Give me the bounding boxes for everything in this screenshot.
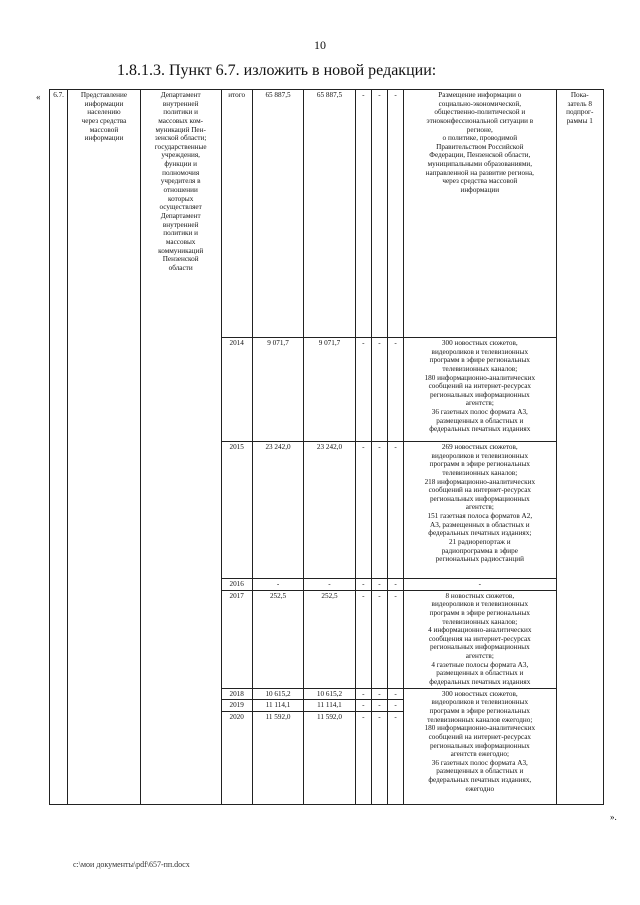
dash-cell: -: [355, 579, 371, 591]
dash-cell: -: [371, 442, 387, 579]
measure-name: Представление информации населению через средства массовой информации: [68, 90, 141, 805]
year-cell: 2016: [221, 579, 252, 591]
year-cell: 2014: [221, 338, 252, 442]
total-cell: 11 592,0: [252, 711, 303, 804]
regional-cell: -: [304, 579, 355, 591]
regional-cell: 65 887,5: [304, 90, 355, 338]
indicator: Пока- затель 8 подпрог- раммы 1: [556, 90, 604, 805]
result-cell: 300 новостных сюжетов, видеороликов и телевизионных программ в эфире региональных телевизионных каналов; 180 информационно-аналитических сообщений на интернет-ресурсах региональных информационных агентств; 36 газетных полос формата А3, размещенных в областных и федеральных печатных изданиях: [404, 338, 556, 442]
dash-cell: -: [387, 711, 403, 804]
year-cell: 2017: [221, 590, 252, 688]
dash-cell: -: [371, 579, 387, 591]
dash-cell: -: [387, 338, 403, 442]
total-cell: 9 071,7: [252, 338, 303, 442]
table-row: [50, 90, 604, 338]
dash-cell: -: [371, 711, 387, 804]
total-cell: -: [252, 579, 303, 591]
regional-cell: 11 592,0: [304, 711, 355, 804]
dash-cell: -: [387, 90, 403, 338]
dash-cell: -: [355, 700, 371, 712]
year-cell: итого: [221, 90, 252, 338]
result-cell: 269 новостных сюжетов, видеороликов и телевизионных программ в эфире региональных телевизионных каналов; 218 информационно-аналитических сообщений на интернет-ресурсах региональных информационных агентств; 151 газетная полоса форматов А2, А3, размещенных в областных и федеральных печатных изданиях; 21 радиорепортаж и радиопрограмма в эфире региональных радиостанций: [404, 442, 556, 579]
measures-table: [49, 89, 604, 805]
regional-cell: 9 071,7: [304, 338, 355, 442]
result-cell-2018-2020: 300 новостных сюжетов, видеороликов и телевизионных программ в эфире региональных телевизионных каналов ежегодно; 180 информационно-аналитических сообщений на интернет-ресурсах региональных информационных агентств ежегодно; 36 газетных полос формата А3, размещенных в областных и федеральных печатных изданиях, ежегодно: [404, 688, 556, 804]
dash-cell: -: [371, 338, 387, 442]
dash-cell: -: [387, 442, 403, 579]
closing-quote: ».: [610, 812, 617, 822]
regional-cell: 252,5: [304, 590, 355, 688]
total-cell: 10 615,2: [252, 688, 303, 700]
regional-cell: 23 242,0: [304, 442, 355, 579]
result-cell: -: [404, 579, 556, 591]
dash-cell: -: [371, 688, 387, 700]
dash-cell: -: [355, 338, 371, 442]
dash-cell: -: [355, 90, 371, 338]
result-cell: 8 новостных сюжетов, видеороликов и телевизионных программ в эфире региональных телевизионных каналов; 4 информационно-аналитических сообщения на интернет-ресурсах региональных информационных агентств; 4 газетные полосы формата А3, размещенных в областных и федеральных печатных изданиях: [404, 590, 556, 688]
dash-cell: -: [371, 700, 387, 712]
dash-cell: -: [387, 579, 403, 591]
year-cell: 2019: [221, 700, 252, 712]
dash-cell: -: [387, 700, 403, 712]
dash-cell: -: [371, 590, 387, 688]
dash-cell: -: [355, 442, 371, 579]
row-number: 6.7.: [50, 90, 68, 805]
dash-cell: -: [387, 590, 403, 688]
total-cell: 65 887,5: [252, 90, 303, 338]
dash-cell: -: [355, 711, 371, 804]
year-cell: 2015: [221, 442, 252, 579]
executor: Департамент внутренней политики и массовых ком- муникаций Пен- зенской области; государственные учреждения, функции и полномочия учредителя в отношении которых осуществляет Департамент внутренней политики и массовых коммуникаций Пензенской области: [140, 90, 221, 805]
total-cell: 23 242,0: [252, 442, 303, 579]
regional-cell: 11 114,1: [304, 700, 355, 712]
year-cell: 2020: [221, 711, 252, 804]
year-cell: 2018: [221, 688, 252, 700]
dash-cell: -: [371, 90, 387, 338]
result-cell: Размещение информации о социально-экономической, общественно-политической и этноконфессиональной ситуации в регионе, о политике, проводимой Правительством Российской Федерации, Пензенской области, муниципальными образованиями, направленной на развитие региона, через средства массовой информации: [404, 90, 556, 338]
opening-quote: «: [36, 92, 41, 102]
dash-cell: -: [355, 590, 371, 688]
total-cell: 11 114,1: [252, 700, 303, 712]
dash-cell: -: [387, 688, 403, 700]
page-number: 10: [314, 38, 326, 52]
section-heading: 1.8.1.3. Пункт 6.7. изложить в новой редакции:: [117, 62, 437, 79]
regional-cell: 10 615,2: [304, 688, 355, 700]
footer-file-path: c:\мои документы\pdf\657-пп.docx: [73, 860, 190, 869]
total-cell: 252,5: [252, 590, 303, 688]
dash-cell: -: [355, 688, 371, 700]
